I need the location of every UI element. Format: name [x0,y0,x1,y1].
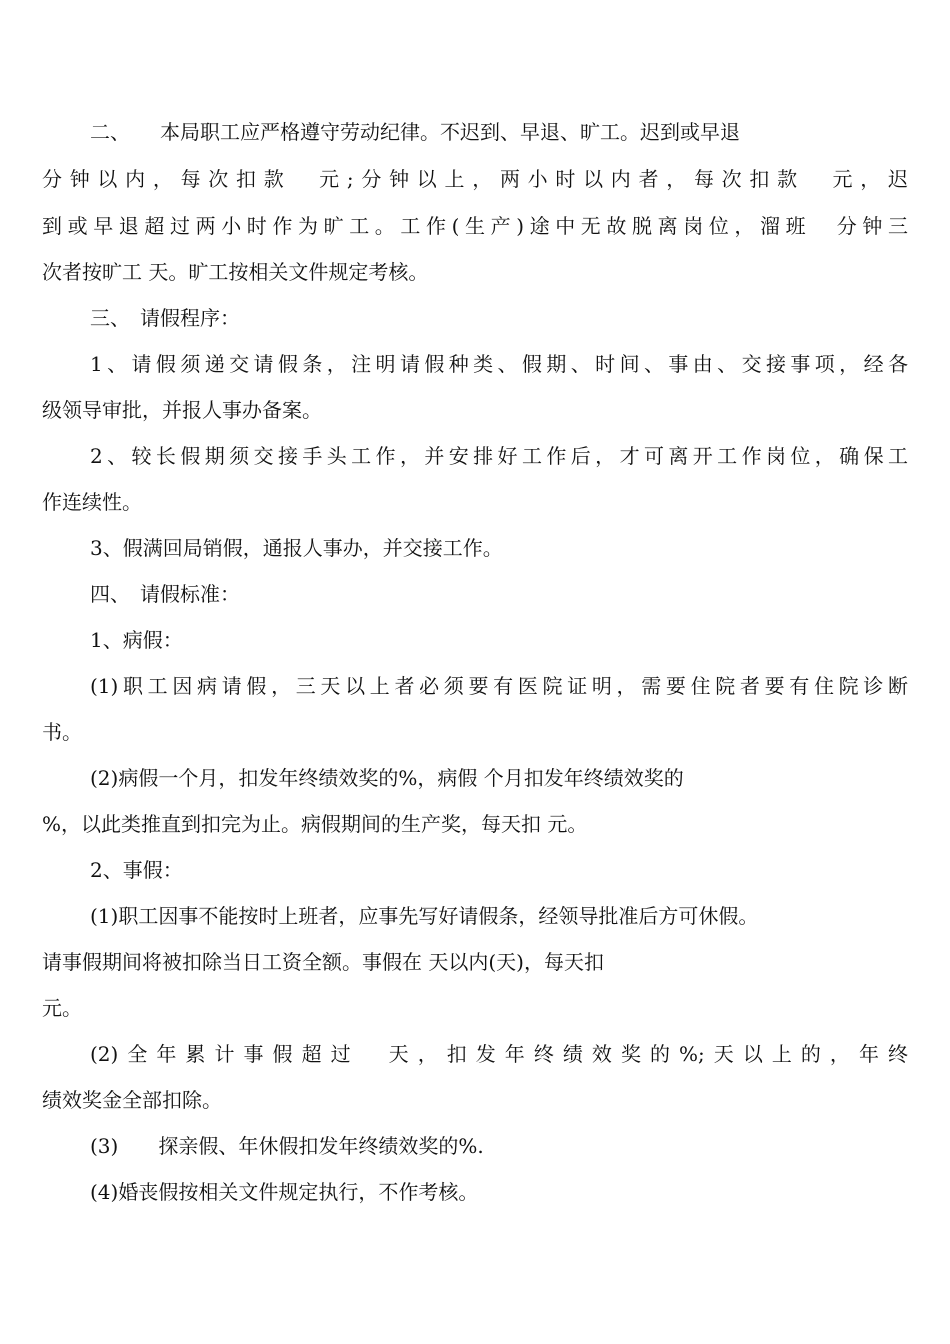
section-4-heading: 四、 请假标准： [90,582,240,606]
personal-leave-3: (3) 探亲假、年休假扣发年终绩效奖的%. [90,1134,484,1158]
paragraph-2-line-2: 分钟以内，每次扣款 元;分钟以上，两小时以内者，每次扣款 元，迟 [42,167,908,191]
personal-leave-4: (4)婚丧假按相关文件规定执行，不作考核。 [90,1180,479,1204]
personal-leave-heading: 2、事假： [90,858,183,882]
paragraph-2-line-1: 二、 本局职工应严格遵守劳动纪律。不迟到、早退、旷工。迟到或早退 [90,120,740,144]
sick-leave-heading: 1、病假： [90,628,183,652]
sick-leave-2-line-2: %，以此类推直到扣完为止。病假期间的生产奖，每天扣 元。 [42,812,588,836]
paragraph-2-line-3: 到或早退超过两小时作为旷工。工作(生产)途中无故脱离岗位，溜班 分钟三 [42,214,908,238]
personal-leave-1-line-3: 元。 [42,996,82,1020]
personal-leave-2-line-1: (2)全年累计事假超过 天，扣发年终绩效奖的%;天以上的，年终 [90,1042,908,1066]
personal-leave-2-line-2: 绩效奖金全部扣除。 [42,1088,222,1112]
personal-leave-1-line-2: 请事假期间将被扣除当日工资全额。事假在 天以内(天)，每天扣 [42,950,604,974]
item-3-3: 3、假满回局销假，通报人事办，并交接工作。 [90,536,503,560]
section-3-heading: 三、 请假程序： [90,306,240,330]
item-3-1-line-1: 1、请假须递交请假条，注明请假种类、假期、时间、事由、交接事项，经各 [90,352,908,376]
sick-leave-2-line-1: (2)病假一个月，扣发年终绩效奖的%，病假 个月扣发年终绩效奖的 [90,766,684,790]
item-3-2-line-1: 2、较长假期须交接手头工作，并安排好工作后，才可离开工作岗位，确保工 [90,444,908,468]
paragraph-2-line-4: 次者按旷工 天。旷工按相关文件规定考核。 [42,260,429,284]
sick-leave-1-line-2: 书。 [42,720,82,744]
item-3-1-line-2: 级领导审批，并报人事办备案。 [42,398,322,422]
item-3-2-line-2: 作连续性。 [42,490,142,514]
personal-leave-1-line-1: (1)职工因事不能按时上班者，应事先写好请假条，经领导批准后方可休假。 [90,904,759,928]
sick-leave-1-line-1: (1)职工因病请假，三天以上者必须要有医院证明，需要住院者要有住院诊断 [90,674,908,698]
